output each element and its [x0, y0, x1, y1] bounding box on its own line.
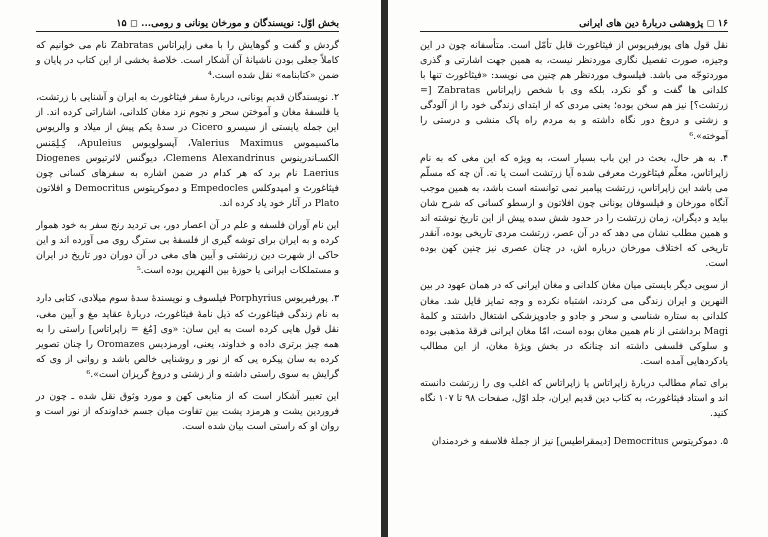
left-paragraph-2: ۲. نویسندگان قدیم یونانی، دربارهٔ سفر فیثاغورث به ایران و آشنایی با زرتشت، یا فلسفهٔ مغان و آموختن سحر و نجوم نزد مغان کلدانی، اشاراتی کرده اند. از این جمله یایستی از سیسرو Cicero در سدهٔ یکم پیش از میلاد و والریوس ماکسیموس Valerius Maximus، آپسولویوس Apuleius، کِـلِمَنس الکسـاندرینوس Clemens Alexandrinus، دیوگنس لائرتیوس Diogenes Laerius نام برد که هر کدام در ضمن اشاره به سفرهای کسانی چون فیثاغورث و امپدوکلس Empedocles و دموکریتوس Democritus و افلاتون Plato در آثار خود یاد کرده اند.	[36, 92, 339, 209]
right-paragraph-4: برای تمام مطالب دربارهٔ زاپراتاس یا زاپراتاس که اغلب وی را زرتشت دانسته اند و استاد فیثاغورث، به کتاب دین قدیم ایران، جلد اوّل، صفحات ۹۸ تا ۱۰۷ نگاه کنید.	[420, 377, 728, 420]
header-rule	[36, 31, 339, 32]
right-header-title: ۱۶ ◻ پژوهشی دربارهٔ دین های ایرانی	[579, 17, 728, 29]
left-paragraph-4: ۳. پورفیریوس Porphyrius فیلسوف و نویسندهٔ سدهٔ سوم میلادی، کتابی دارد به نام زندگی فیثاغورث که ذیل نامهٔ فیثاغورث، دربارهٔ عقاید مغ و آیین مغی، نقل قول هایی کرده است به این سان: «وی [مُغ = زاپراتاس] راستی را به همه چیز برتری داده و خداوند، یعنی، اورمزدیس Oromazes را چنان تصویر کرده به سان پیکره یی که از نور و روشنایی خالص باشد و روانی از وی که گرایش به سوی راستی داشته و از زشتی و دروغ گریزان است».⁶	[36, 293, 339, 380]
left-page-header	[36, 16, 339, 30]
left-paragraph-5: این تعبیر آشکار است که از منابعی کهن و مورد وثوق نقل شده ـ چون در فروردین یشت و هرمزد یشت بین تفاوت میان جسم خداوندکه از نور است و روان او که راستی است بیان شده است.	[36, 390, 339, 433]
right-page	[388, 0, 768, 537]
left-paragraph-3: این نام آوران فلسفه و علم در آن اعصار دور، بی تردید رنج سفر به خود هموار کرده و به ایران برای توشه گیری از فلسفهٔ بی سترگ روی می آورده اند و این حاکی از شهرت دین زرتشتی و آیین های مغی در آن دوران دور تاریخ در ایران و مستملکات ایرانی یا حوزهٔ بین النهرین بوده است.⁵	[36, 220, 339, 277]
left-page	[0, 0, 381, 537]
right-page-header	[420, 16, 728, 30]
right-paragraph-1: نقل قول های پورفیریوس از فیثاغورث قابل تأمّل است. متأسفانه چون در این وجیزه، صورت تفصیل نگاری موردنظر نیست، به همین جهت اشارتی و گذری موردتوجّه می باشد. فیلسوف موردنظر هم چنین می نویسد: «فیثاغورث تنها با کلدانی ها گفت و گو نکرد، بلکه وی با شخص زاپراتاس Zabratas [= زرتشت؟] نیز هم سخن بوده؛ یعنی مردی که از ابتدای زندگی خود را از آلودگی و زشتی و دروغ دور نگاه داشته و به مردم راه پاک منشی و درستی را آموخته».⁶	[420, 40, 728, 142]
header-rule	[420, 31, 728, 32]
right-paragraph-2: ۴. به هر حال، بحث در این باب بسیار است، به ویژه که این مغی که به نام زاپراتاس، معلّم فیثاغورث معرفی شده آیا زرتشت است یا نه. آن چه که مسلّم می باشد این زاپراتاس، زرتشت پیامبر نمی توانسته است باشد، به همین موجب آنگاه مورخان و فیلسوفان یونانی چون افلاتون و ارسطو کسانی که شرح شان بیاید و دیگران، زمان زرتشت را در حدود شش سده پیش از این تاریخ نوشته اند و همین مطلب نشان می دهد که در آن عصر، زرتشت مردی تاریخی بوده، آنقدر تاریخی که اختلاف مورخان درباره اش، در چنان عصری نیز چنین کهن بوده است.	[420, 152, 728, 270]
left-paragraph-1: گردش و گفت و گوهایش را با مغی زاپراتاس Zabratas نام می خوانیم که کاملاً جعلی بودن ناشیانهٔ آن آشکار است. خلاصهٔ بخشی از این کتاب در پایان و ضمن «کتابنامه» نقل شده است.⁴	[36, 40, 339, 82]
left-header-title: بخش اوّل: نویسندگان و مورخان یونانی و رومی... ◻ ۱۵	[116, 17, 339, 29]
right-paragraph-5: ۵. دموکریتوس Democritus [دیمقراطیس] نیز از جملهٔ فلاسفه و خردمندان	[431, 436, 728, 448]
right-paragraph-3: از سویی دیگر بایستی میان مغان کلدانی و مغان ایرانی که در همان عهود در بین النهرین و ایران زندگی می کردند، اشتباه نکرده و وجه تمایز قایل شد. مغان کلدانی به ستاره شناسی و سحر و جادو و جادوپزشکی اشتغال داشتند و کلمهٔ Magi برداشتی از نام همین مغان بوده است، امّا مغان ایرانی فرقهٔ مذهبی بوده و سلوکی فلسفی داشته اند چنانکه در بخش ویژهٔ مغان، از این مطالب یادکردهایی آمده است.	[420, 280, 728, 367]
